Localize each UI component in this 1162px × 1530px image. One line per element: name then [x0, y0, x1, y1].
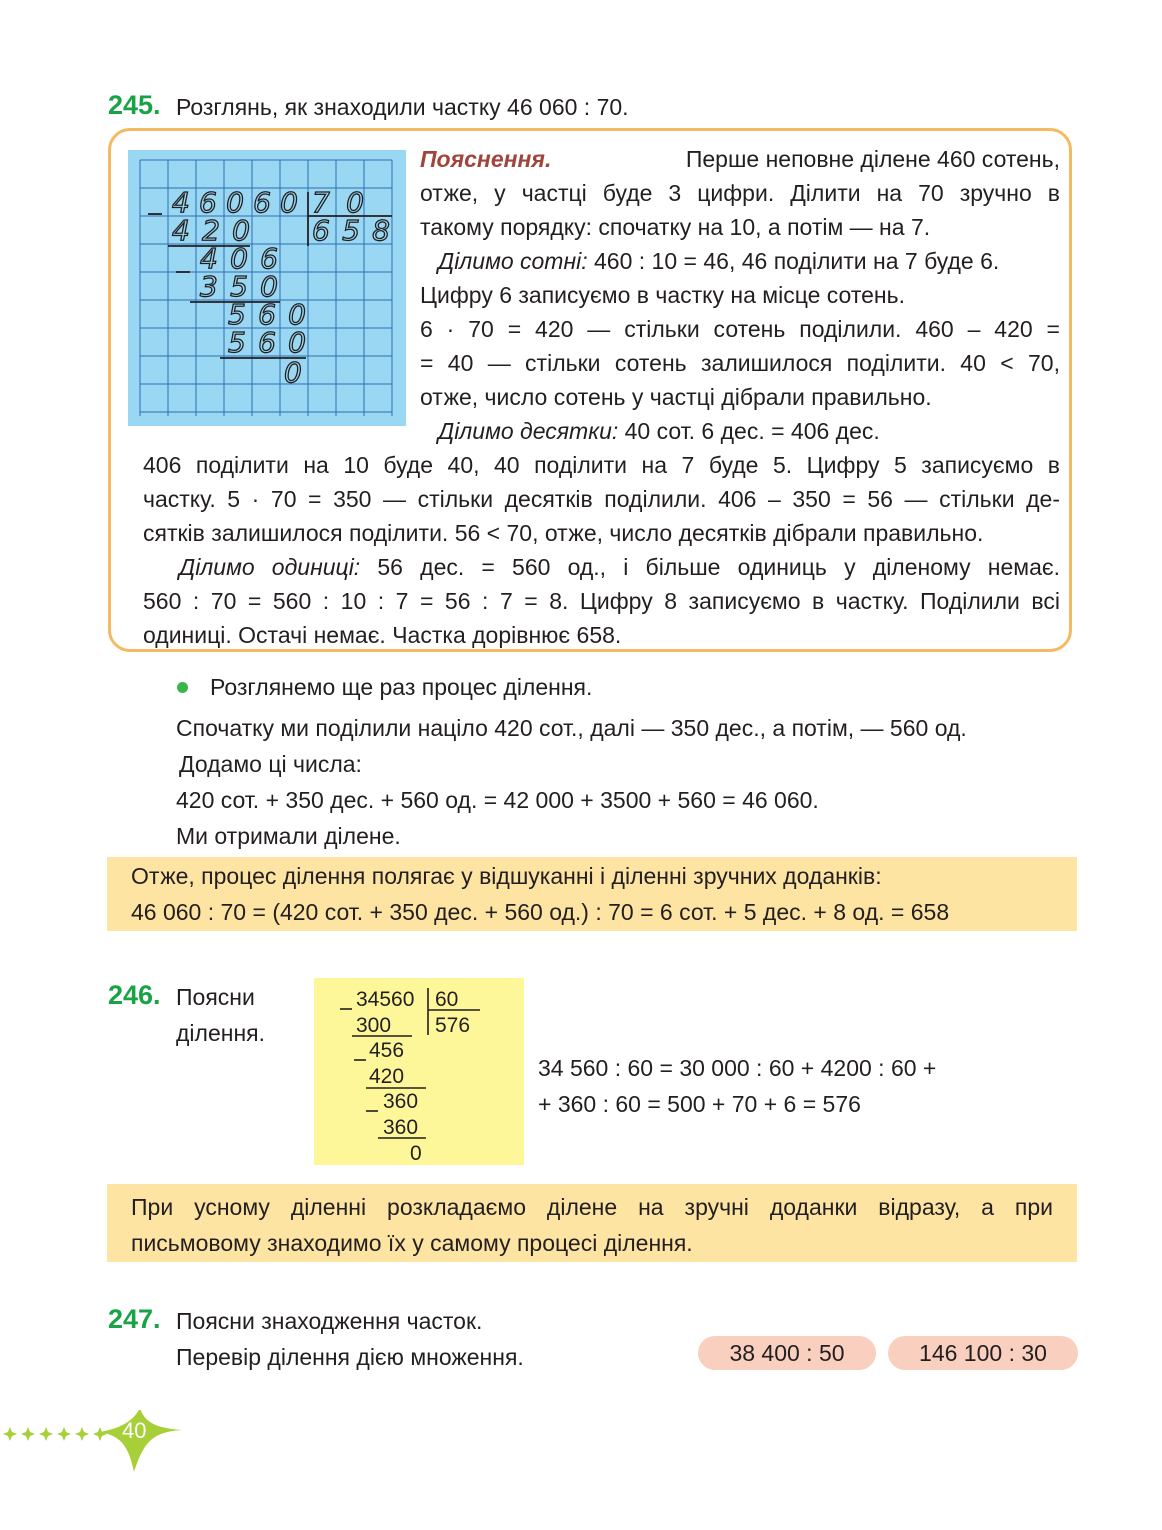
- rule-245-line-2: 46 060 : 70 = (420 сот. + 350 дес. + 560 од.) : 70 = 6 сот. + 5 дес. + 8 од. = 658: [131, 899, 950, 925]
- review-line-4: Ми отримали ділене.: [176, 823, 401, 849]
- units-line: [143, 550, 1060, 584]
- step-6: 0: [284, 356, 302, 389]
- hundreds-label: Ділимо сотні:: [438, 248, 588, 274]
- equation-246-line-1: 34 560 : 60 = 30 000 : 60 + 4200 : 60 +: [538, 1055, 937, 1081]
- explanation-label: Пояснення.: [420, 146, 552, 172]
- task-246-line-1: Поясни: [176, 984, 255, 1010]
- task-247-line-2: Перевір ділення дією множення.: [176, 1344, 524, 1370]
- units-line-3: одиниці. Остачі немає. Частка дорівнює 658.: [143, 622, 622, 648]
- tens-label: Ділимо десятки:: [438, 418, 619, 444]
- step-246-2: 456: [369, 1039, 405, 1062]
- expression-1: 38 400 : 50: [729, 1340, 845, 1366]
- tens-text: 40 сот. 6 дес. = 406 дес.: [618, 418, 880, 444]
- step-5: 560: [228, 326, 306, 359]
- quotient-digits: 658: [312, 214, 390, 247]
- explanation-full: [143, 448, 1060, 652]
- units-label: Ділимо одиниці:: [179, 554, 361, 580]
- step-2: 406: [200, 242, 278, 275]
- step-1: 420: [172, 214, 250, 247]
- equation-246-line-2: + 360 : 60 = 500 + 70 + 6 = 576: [538, 1091, 861, 1117]
- exercise-number: 247.: [108, 1304, 161, 1334]
- hundreds-line-5: отже, число сотень у частці дібрали правильно.: [420, 384, 932, 410]
- explanation-text: Перше неповне ділене 460 сотень,: [685, 146, 1060, 172]
- bullet-icon: [177, 682, 188, 693]
- column-division-246: [314, 978, 524, 1165]
- hundreds-line-3: 6 · 70 = 420 — стільки сотень поділили. 460 – 420 =: [420, 316, 1060, 342]
- tens-line-4: сятків залишилося поділити. 56 < 70, отже, число десятків дібрали правильно.: [143, 520, 984, 546]
- task-246-line-2: ділення.: [176, 1020, 265, 1046]
- review-line-3: 420 сот. + 350 дес. + 560 од. = 42 000 + 3500 + 560 = 46 060.: [176, 787, 819, 813]
- units-line-2: 560 : 70 = 560 : 10 : 7 = 56 : 7 = 8. Цифру 8 записуємо в частку. Поділили всі: [143, 588, 1060, 614]
- review-bullet-text: Розглянемо ще раз процес ділення.: [210, 674, 593, 700]
- dividend-246: 34560: [356, 988, 415, 1011]
- rule-246-line-2: письмовому знаходимо їх у самому процесі ділення.: [131, 1230, 693, 1256]
- units-text: 56 дес. = 560 од., і більше одиниць у діленому немає.: [360, 554, 1060, 580]
- rule-246-line-1: При усному діленні розкладаємо ділене на зручні доданки відразу, а при: [131, 1194, 1053, 1220]
- step-246-5: 360: [383, 1116, 419, 1139]
- badge-shape: [0, 1410, 200, 1490]
- hundreds-line-2: Цифру 6 записуємо в частку на місце сотень.: [420, 282, 905, 308]
- step-4: 560: [228, 298, 306, 331]
- review-line-1: Спочатку ми поділили націло 420 сот., далі — 350 дес., а потім, — 560 од.: [176, 715, 967, 741]
- rule-box-246: [107, 1184, 1077, 1262]
- expression-2: 146 100 : 30: [919, 1340, 1047, 1366]
- exercise-number: 245.: [108, 90, 161, 120]
- review-line-2: Додамо ці числа:: [179, 751, 362, 777]
- divisor-digits: 70: [312, 186, 364, 219]
- hundreds-line-4: = 40 — стільки сотень залишилося поділити. 40 < 70,: [420, 350, 1060, 376]
- expression-pill: [698, 1336, 876, 1370]
- hundreds-line: [420, 244, 1060, 278]
- rule-245-line-1: Отже, процес ділення полягає у відшуканні і діленні зручних доданків:: [131, 863, 882, 889]
- divisor-246: 60: [435, 988, 459, 1011]
- dividend-digits: 46060: [172, 186, 298, 219]
- step-246-4: 360: [383, 1090, 419, 1113]
- grid-drawing: [128, 150, 406, 426]
- explanation-line-3: такому порядку: спочатку на 10, а потім — на 7.: [420, 214, 931, 240]
- rule-box-245: [107, 857, 1077, 931]
- page-number-badge: [0, 1410, 200, 1490]
- step-246-1: 300: [356, 1014, 392, 1037]
- explanation-line-2: отже, у частці буде 3 цифри. Ділити на 70 зручно в: [420, 180, 1060, 206]
- task-247-line-1: Поясни знаходження часток.: [176, 1308, 483, 1334]
- column-division-grid: [128, 150, 406, 426]
- division-246-drawing: [314, 978, 524, 1165]
- tens-line-3: частку. 5 · 70 = 350 — стільки десятків поділили. 406 – 350 = 56 — стільки де-: [143, 486, 1060, 512]
- exercise-title: Розглянь, як знаходили частку 46 060 : 70.: [176, 94, 629, 120]
- exercise-number: 246.: [108, 980, 161, 1010]
- step-3: 350: [200, 270, 278, 303]
- page-number: 40: [122, 1418, 147, 1443]
- quotient-246: 576: [435, 1014, 471, 1037]
- hundreds-text: 460 : 10 = 46, 46 поділити на 7 буде 6.: [587, 248, 1000, 274]
- tens-line: [420, 414, 1060, 448]
- step-246-6: 0: [410, 1142, 422, 1165]
- explanation-line-1: [420, 142, 1060, 176]
- expression-pill: [888, 1336, 1078, 1370]
- explanation-right: [420, 142, 1060, 448]
- tens-line-2: 406 поділити на 10 буде 40, 40 поділити на 7 буде 5. Цифру 5 записуємо в: [143, 452, 1060, 478]
- step-246-3: 420: [369, 1065, 405, 1088]
